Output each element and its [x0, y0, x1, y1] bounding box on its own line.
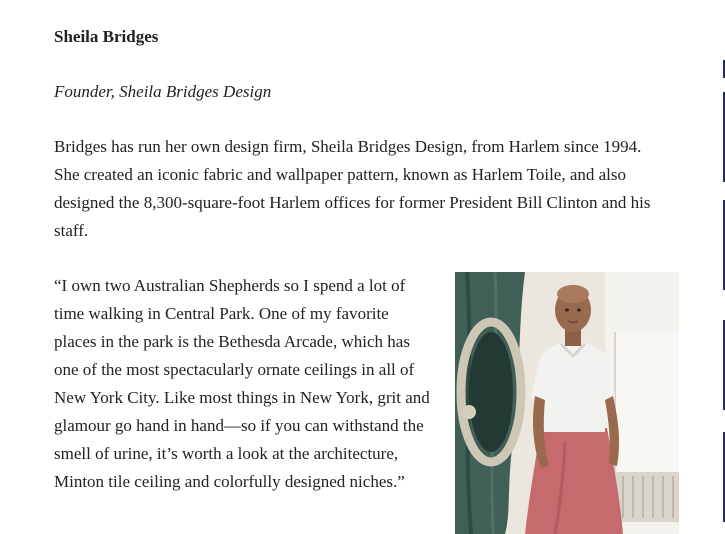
- portrait-photo: [455, 272, 679, 534]
- person-quote: “I own two Australian Shepherds so I spend a lot of time walking in Central Park. One of my favorite places in the park is the Bethesda Arcade, which has one of the most spectacularly ornate ceilings in all of New York City. Like most things in New York, grit and glamour go hand in hand—so if you can withstand the smell of urine, it’s worth a look at the architecture, Minton tile ceiling and colorfully designed niches.”: [54, 276, 430, 491]
- person-title: Founder, Sheila Bridges Design: [54, 82, 272, 101]
- person-name: Sheila Bridges: [54, 27, 159, 46]
- portrait-image: [455, 272, 679, 534]
- person-bio: Bridges has run her own design firm, Sheila Bridges Design, from Harlem since 1994. She created an iconic fabric and wallpaper pattern, known as Harlem Toile, and also designed the 8,300-square-foot Harlem offices for former President Bill Clinton and his staff.: [54, 137, 651, 240]
- adjacent-content-edge: [721, 0, 725, 534]
